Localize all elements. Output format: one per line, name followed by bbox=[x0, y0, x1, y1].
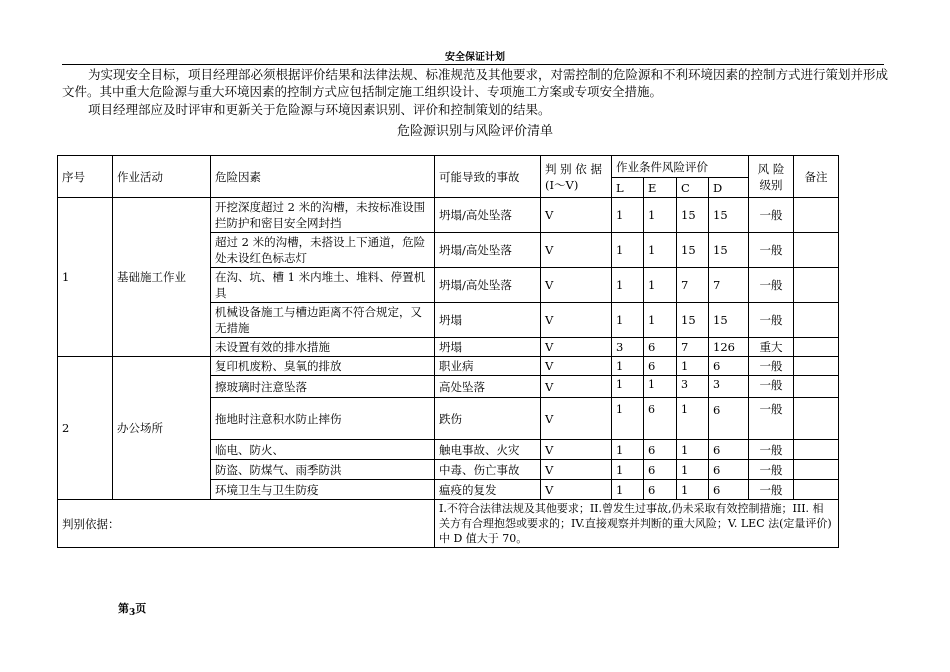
cell-E: 1 bbox=[644, 198, 677, 233]
cell-level: 一般 bbox=[749, 303, 794, 338]
cell-accident: 坍塌 bbox=[435, 303, 541, 338]
cell-accident: 触电事故、火灾 bbox=[435, 440, 541, 460]
hazard-table bbox=[57, 155, 839, 548]
header-hazard: 危险因素 bbox=[211, 156, 435, 198]
cell-D: 6 bbox=[709, 357, 749, 376]
cell-E: 6 bbox=[644, 357, 677, 376]
page-header-title: 安全保证计划 bbox=[445, 52, 505, 63]
criteria-text: I.不符合法律法规及其他要求；II.曾发生过事故,仍未采取有效控制措施；III. 相关方有合理抱怨或要求的；IV.直接观察并判断的重大风险；V. LEC 法(定量评价)中 D 值大于 70。 bbox=[435, 500, 839, 548]
cell-basis: V bbox=[541, 440, 612, 460]
cell-level: 一般 bbox=[749, 357, 794, 376]
cell-basis: V bbox=[541, 233, 612, 268]
header-D: D bbox=[709, 178, 749, 198]
header-lec: 作业条件风险评价 bbox=[612, 156, 749, 178]
cell-basis: V bbox=[541, 398, 612, 440]
cell-D: 126 bbox=[709, 338, 749, 357]
cell-hazard: 擦玻璃时注意坠落 bbox=[211, 376, 435, 398]
cell-level: 重大 bbox=[749, 338, 794, 357]
cell-accident: 坍塌/高处坠落 bbox=[435, 268, 541, 303]
cell-L: 1 bbox=[612, 440, 644, 460]
cell-level: 一般 bbox=[749, 376, 794, 398]
cell-level: 一般 bbox=[749, 268, 794, 303]
cell-level: 一般 bbox=[749, 198, 794, 233]
cell-L: 1 bbox=[612, 376, 644, 398]
cell-L: 1 bbox=[612, 198, 644, 233]
header-activity: 作业活动 bbox=[113, 156, 211, 198]
cell-C: 1 bbox=[677, 460, 709, 480]
cell-E: 1 bbox=[644, 233, 677, 268]
cell-accident: 坍塌 bbox=[435, 338, 541, 357]
header-E: E bbox=[644, 178, 677, 198]
cell-hazard: 开挖深度超过 2 米的沟槽，未按标准设围拦防护和密目安全网封挡 bbox=[211, 198, 435, 233]
paragraph-1: 为实现安全目标，项目经理部必须根据评价结果和法律法规、标准规范及其他要求，对需控制的危险源和不利环境因素的控制方式进行策划并形成文件。其中重大危险源与重大环境因素的控制方式应包括制定施工组织设计、专项施工方案或专项安全措施。 bbox=[62, 67, 889, 99]
cell-D: 6 bbox=[709, 480, 749, 500]
cell-note bbox=[794, 398, 839, 440]
cell-C: 15 bbox=[677, 198, 709, 233]
cell-basis: V bbox=[541, 480, 612, 500]
criteria-label: 判别依据： bbox=[58, 500, 435, 548]
group-activity: 基础施工作业 bbox=[113, 198, 211, 357]
header-C: C bbox=[677, 178, 709, 198]
cell-L: 3 bbox=[612, 338, 644, 357]
cell-C: 1 bbox=[677, 480, 709, 500]
cell-basis: V bbox=[541, 198, 612, 233]
cell-C: 3 bbox=[677, 376, 709, 398]
cell-level: 一般 bbox=[749, 398, 794, 440]
header-L: L bbox=[612, 178, 644, 198]
cell-L: 1 bbox=[612, 357, 644, 376]
cell-L: 1 bbox=[612, 268, 644, 303]
page-number bbox=[118, 600, 146, 618]
cell-note bbox=[794, 338, 839, 357]
cell-basis: V bbox=[541, 376, 612, 398]
cell-E: 1 bbox=[644, 303, 677, 338]
cell-D: 6 bbox=[709, 460, 749, 480]
cell-accident: 跌伤 bbox=[435, 398, 541, 440]
criteria-row bbox=[58, 500, 839, 548]
cell-L: 1 bbox=[612, 233, 644, 268]
header-basis bbox=[541, 156, 612, 198]
cell-accident: 坍塌/高处坠落 bbox=[435, 198, 541, 233]
cell-hazard: 超过 2 米的沟槽，未搭设上下通道，危险处未设红色标志灯 bbox=[211, 233, 435, 268]
cell-L: 1 bbox=[612, 303, 644, 338]
cell-hazard: 拖地时注意积水防止摔伤 bbox=[211, 398, 435, 440]
cell-hazard: 在沟、坑、槽 1 米内堆土、堆料、停置机具 bbox=[211, 268, 435, 303]
cell-L: 1 bbox=[612, 398, 644, 440]
cell-basis: V bbox=[541, 338, 612, 357]
cell-D: 6 bbox=[709, 398, 749, 440]
cell-basis: V bbox=[541, 357, 612, 376]
cell-note bbox=[794, 303, 839, 338]
cell-D: 15 bbox=[709, 198, 749, 233]
cell-note bbox=[794, 198, 839, 233]
table-row bbox=[58, 357, 839, 376]
cell-E: 6 bbox=[644, 338, 677, 357]
header-rule bbox=[62, 64, 884, 65]
cell-hazard: 临电、防火、 bbox=[211, 440, 435, 460]
cell-L: 1 bbox=[612, 480, 644, 500]
cell-C: 15 bbox=[677, 233, 709, 268]
cell-E: 6 bbox=[644, 398, 677, 440]
group-activity: 办公场所 bbox=[113, 357, 211, 500]
cell-level: 一般 bbox=[749, 460, 794, 480]
cell-note bbox=[794, 480, 839, 500]
cell-hazard: 防盗、防煤气、雨季防洪 bbox=[211, 460, 435, 480]
cell-C: 15 bbox=[677, 303, 709, 338]
cell-E: 1 bbox=[644, 376, 677, 398]
cell-C: 1 bbox=[677, 357, 709, 376]
cell-basis: V bbox=[541, 268, 612, 303]
cell-note bbox=[794, 233, 839, 268]
cell-accident: 中毒、伤亡事故 bbox=[435, 460, 541, 480]
header-note: 备注 bbox=[794, 156, 839, 198]
cell-C: 1 bbox=[677, 398, 709, 440]
cell-D: 7 bbox=[709, 268, 749, 303]
page-number-suffix: 页 bbox=[135, 602, 147, 615]
cell-accident: 高处坠落 bbox=[435, 376, 541, 398]
cell-level: 一般 bbox=[749, 440, 794, 460]
cell-hazard: 机械设备施工与槽边距离不符合规定，又无措施 bbox=[211, 303, 435, 338]
cell-E: 6 bbox=[644, 440, 677, 460]
cell-D: 15 bbox=[709, 303, 749, 338]
cell-note bbox=[794, 460, 839, 480]
page-number-prefix: 第 bbox=[118, 602, 129, 615]
page-number-value: 3 bbox=[129, 608, 136, 619]
group-seq: 2 bbox=[58, 357, 113, 500]
cell-E: 6 bbox=[644, 480, 677, 500]
cell-L: 1 bbox=[612, 460, 644, 480]
header-level: 风 险 级别 bbox=[749, 156, 794, 198]
cell-E: 6 bbox=[644, 460, 677, 480]
table-title: 危险源识别与风险评价清单 bbox=[396, 124, 553, 139]
cell-level: 一般 bbox=[749, 480, 794, 500]
header-seq: 序号 bbox=[58, 156, 113, 198]
cell-basis: V bbox=[541, 303, 612, 338]
cell-C: 1 bbox=[677, 440, 709, 460]
header-basis-range: (I～V) bbox=[545, 177, 579, 192]
cell-D: 3 bbox=[709, 376, 749, 398]
table-row bbox=[58, 198, 839, 233]
cell-note bbox=[794, 268, 839, 303]
header-accident: 可能导致的事故 bbox=[435, 156, 541, 198]
cell-C: 7 bbox=[677, 338, 709, 357]
cell-note bbox=[794, 376, 839, 398]
cell-D: 6 bbox=[709, 440, 749, 460]
table-header bbox=[58, 156, 839, 198]
cell-hazard: 环境卫生与卫生防疫 bbox=[211, 480, 435, 500]
header-basis-label: 判 别 依 据 bbox=[545, 161, 602, 176]
group-seq: 1 bbox=[58, 198, 113, 357]
cell-level: 一般 bbox=[749, 233, 794, 268]
cell-C: 7 bbox=[677, 268, 709, 303]
cell-hazard: 复印机废粉、臭氧的排放 bbox=[211, 357, 435, 376]
paragraph-2: 项目经理部应及时评审和更新关于危险源与环境因素识别、评价和控制策划的结果。 bbox=[88, 102, 551, 117]
cell-E: 1 bbox=[644, 268, 677, 303]
cell-D: 15 bbox=[709, 233, 749, 268]
cell-accident: 坍塌/高处坠落 bbox=[435, 233, 541, 268]
cell-accident: 瘟疫的复发 bbox=[435, 480, 541, 500]
cell-hazard: 未设置有效的排水措施 bbox=[211, 338, 435, 357]
cell-note bbox=[794, 440, 839, 460]
cell-basis: V bbox=[541, 460, 612, 480]
cell-accident: 职业病 bbox=[435, 357, 541, 376]
cell-note bbox=[794, 357, 839, 376]
